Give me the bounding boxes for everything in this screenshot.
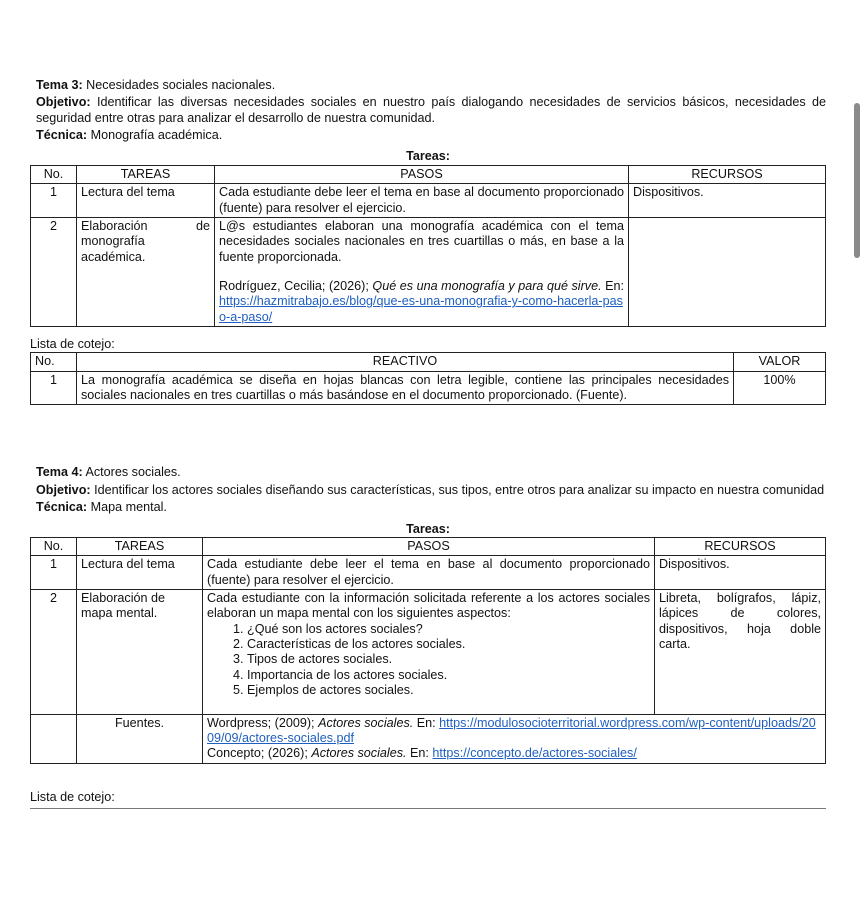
divider	[30, 808, 826, 809]
table-row-fuentes	[31, 714, 826, 763]
document-page	[30, 78, 826, 809]
table-row	[31, 217, 826, 326]
objetivo-label: Objetivo:	[36, 95, 91, 110]
tema-label: Tema 4:	[36, 465, 83, 480]
header-no: No.	[31, 537, 77, 555]
cell-recursos: Dispositivos.	[629, 184, 826, 218]
cell-tarea: Lectura del tema	[77, 184, 215, 218]
header-reactivo: REACTIVO	[77, 353, 734, 371]
tema4-objetivo	[30, 483, 826, 498]
cell-recursos	[629, 217, 826, 326]
fuente-link[interactable]: https://concepto.de/actores-sociales/	[432, 746, 637, 761]
list-item: 5. Ejemplos de actores sociales.	[247, 683, 650, 698]
cotejo-caption: Lista de cotejo:	[30, 337, 115, 352]
objetivo-text: Identificar los actores sociales diseñando sus características, sus tipos, entre otros para analizar su impacto en nuestra comunidad	[94, 482, 825, 497]
cell-tarea: Elaboración de monografía académica.	[77, 217, 215, 326]
cell-no: 1	[31, 556, 77, 590]
cell-tarea: Lectura del tema	[77, 556, 203, 590]
header-tareas: TAREAS	[77, 537, 203, 555]
tema4-title	[30, 465, 826, 480]
header-pasos: PASOS	[203, 537, 655, 555]
header-valor: VALOR	[734, 353, 826, 371]
cell-recursos: Libreta, bolígrafos, lápiz, lápices de colores, dispositivos, hoja doble carta.	[655, 589, 826, 714]
cell-no: 1	[31, 371, 77, 405]
cell-valor: 100%	[734, 371, 826, 405]
cell-reactivo: La monografía académica se diseña en hojas blancas con letra legible, contiene las principales necesidades sociales nacionales en tres cuartillas o más basándose en el documento proporcionado. (Fuente).	[77, 371, 734, 405]
header-tareas: TAREAS	[77, 165, 215, 183]
cell-pasos: Cada estudiante debe leer el tema en base al documento proporcionado (fuente) para resolver el ejercicio.	[215, 184, 629, 218]
tecnica-label: Técnica:	[36, 128, 88, 143]
fuente-link[interactable]: https://modulosocioterritorial.wordpress.com/wp-content/uploads/2009/09/actores-sociales.pdf	[207, 715, 816, 745]
reference	[219, 279, 624, 325]
cell-no: 1	[31, 184, 77, 218]
list-item: 2. Características de los actores sociales.	[247, 637, 650, 652]
tema-text: Actores sociales.	[85, 465, 181, 480]
objetivo-text: Identificar las diversas necesidades sociales en nuestro país dialogando necesidades de servicios básicos, necesidades de seguridad entre otras para analizar el desarrollo de nuestra comunidad.	[36, 95, 827, 125]
tema3-tecnica	[30, 128, 826, 143]
tema4-tareas-table	[30, 537, 826, 764]
table-header-row	[31, 353, 826, 371]
cell-no: 2	[31, 589, 77, 714]
ref-author: Rodríguez, Cecilia; (2026);	[219, 278, 369, 293]
fuente-1	[207, 716, 821, 747]
fuente-title: Actores sociales.	[311, 746, 407, 761]
fuente-2	[207, 746, 821, 761]
tareas-caption: Tareas:	[406, 521, 450, 536]
cell-tarea: Elaboración de mapa mental.	[77, 589, 203, 714]
tecnica-label: Técnica:	[36, 500, 88, 515]
pasos-text: Cada estudiante con la información solicitada referente a los actores sociales elaboran un mapa mental con los siguientes aspectos:	[207, 590, 650, 621]
table-header-row	[31, 165, 826, 183]
ref-en: En:	[605, 278, 625, 293]
tecnica-text: Mapa mental.	[90, 500, 167, 515]
cell-no: 2	[31, 217, 77, 326]
list-item: 4. Importancia de los actores sociales.	[247, 668, 650, 683]
cell-fuentes-label: Fuentes.	[77, 714, 203, 763]
fuente-author: Concepto; (2026);	[207, 746, 308, 761]
tema3-tareas-table	[30, 165, 826, 327]
tareas-caption: Tareas:	[406, 149, 450, 164]
header-recursos: RECURSOS	[655, 537, 826, 555]
cell-pasos	[203, 589, 655, 714]
tema4-tecnica	[30, 500, 826, 515]
table-header-row	[31, 537, 826, 555]
cell-pasos: Cada estudiante debe leer el tema en base al documento proporcionado (fuente) para resolver el ejercicio.	[203, 556, 655, 590]
header-no: No.	[31, 353, 77, 371]
tema-label: Tema 3:	[36, 78, 83, 92]
ref-link[interactable]: https://hazmitrabajo.es/blog/que-es-una-monografia-y-como-hacerla-paso-a-paso/	[219, 294, 623, 324]
objetivo-label: Objetivo:	[36, 482, 91, 497]
fuente-en: En:	[416, 715, 436, 730]
pasos-text: L@s estudiantes elaboran una monografía académica con el tema necesidades sociales nacionales en tres cuartillas o más, en base a la fuente proporcionada.	[219, 218, 624, 264]
aspectos-list	[207, 622, 650, 699]
tema3-cotejo-table	[30, 352, 826, 405]
table-row	[31, 556, 826, 590]
cell-recursos: Dispositivos.	[655, 556, 826, 590]
tema-text: Necesidades sociales nacionales.	[86, 78, 276, 92]
fuente-en: En:	[410, 746, 429, 761]
header-pasos: PASOS	[215, 165, 629, 183]
ref-title: Qué es una monografía y para qué sirve.	[372, 278, 602, 293]
tecnica-text: Monografía académica.	[90, 128, 223, 143]
tema3-objetivo	[30, 95, 826, 126]
fuente-author: Wordpress; (2009);	[207, 715, 315, 730]
header-recursos: RECURSOS	[629, 165, 826, 183]
table-row	[31, 184, 826, 218]
table-row	[31, 371, 826, 405]
list-item: 1. ¿Qué son los actores sociales?	[247, 622, 650, 637]
tema3-title	[30, 78, 826, 93]
header-no: No.	[31, 165, 77, 183]
table-row	[31, 589, 826, 714]
list-item: 3. Tipos de actores sociales.	[247, 652, 650, 667]
cell-fuentes	[203, 714, 826, 763]
cell-pasos	[215, 217, 629, 326]
cotejo-caption: Lista de cotejo:	[30, 789, 115, 804]
scrollbar[interactable]	[854, 103, 860, 258]
fuente-title: Actores sociales.	[318, 715, 414, 730]
